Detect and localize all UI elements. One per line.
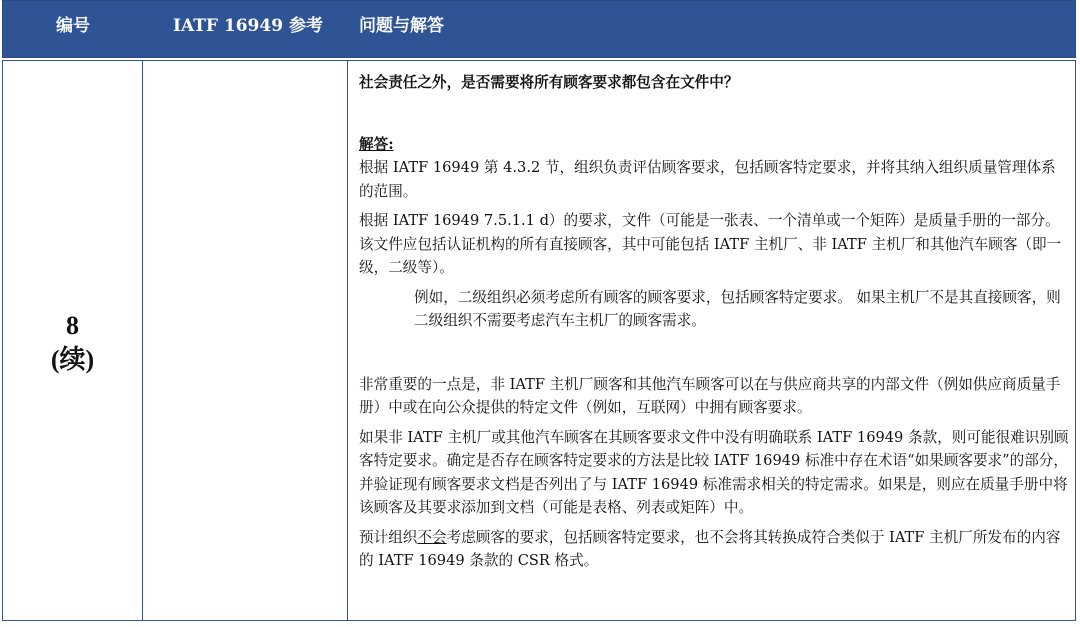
header-number: 编号 [56, 16, 90, 36]
answer-paragraph-5: 如果非 IATF 主机厂或其他汽车顾客在其顾客要求文件中没有明确联系 IATF 16949 条款，则可能很难识别顾客特定要求。确定是否存在顾客特定要求的方法是比较 IATF 16949 标准中存在术语“如果顾客要求”的部分，并验证现有顾客要求文档是否列出了与 IATF 16949 标准需求相关的特定需求。如果是，则应在质量手册中将该顾客及其要求添加到文档（可能是表格、列表或矩阵）中。 [359, 428, 1069, 516]
answer-label: 解答: [359, 135, 394, 153]
answer-paragraph-6-end: 考虑顾客的要求，包括顾客特定要求，也不会将其转换成符合类似于 IATF 主机厂所发布的内容的 IATF 16949 条款的 CSR 格式。 [359, 528, 1061, 569]
answer-paragraph-6-start: 预计组织 [359, 528, 418, 546]
qa-table [2, 0, 1076, 621]
column-divider [142, 61, 143, 620]
table-header [2, 0, 1076, 58]
table-row [2, 60, 1076, 621]
header-qa: 问题与解答 [359, 16, 444, 36]
question-text: 社会责任之外，是否需要将所有顾客要求都包含在文件中？ [359, 74, 739, 91]
qa-content [359, 71, 1069, 573]
row-number-value: 8 [66, 311, 79, 340]
row-number [3, 309, 142, 377]
answer-paragraph-6 [359, 526, 1069, 573]
underlined-emphasis: 不会 [417, 528, 447, 546]
answer-paragraph-4: 非常重要的一点是，非 IATF 主机厂顾客和其他汽车顾客可以在与供应商共享的内部文件（例如供应商质量手册）中或在向公众提供的特定文件（例如，互联网）中拥有顾客要求。 [359, 375, 1061, 416]
answer-paragraph-1: 根据 IATF 16949 第 4.3.2 节，组织负责评估顾客要求，包括顾客特定要求，并将其纳入组织质量管理体系的范围。 [359, 159, 1056, 200]
column-divider [347, 61, 348, 620]
answer-example-paragraph: 例如，二级组织必须考虑所有顾客的顾客要求，包括顾客特定要求。 如果主机厂不是其直接顾客，则二级组织不需要考虑汽车主机厂的顾客需求。 [414, 288, 1061, 329]
row-number-continued: (续) [50, 345, 95, 374]
header-reference: IATF 16949 参考 [173, 16, 323, 36]
answer-paragraph-2: 根据 IATF 16949 7.5.1.1 d）的要求，文件（可能是一张表、一个清单或一个矩阵）是质量手册的一部分。 该文件应包括认证机构的所有直接顾客，其中可能包括 IATF 主机厂、非 IATF 主机厂和其他汽车顾客（即一级，二级等）。 [359, 212, 1062, 276]
